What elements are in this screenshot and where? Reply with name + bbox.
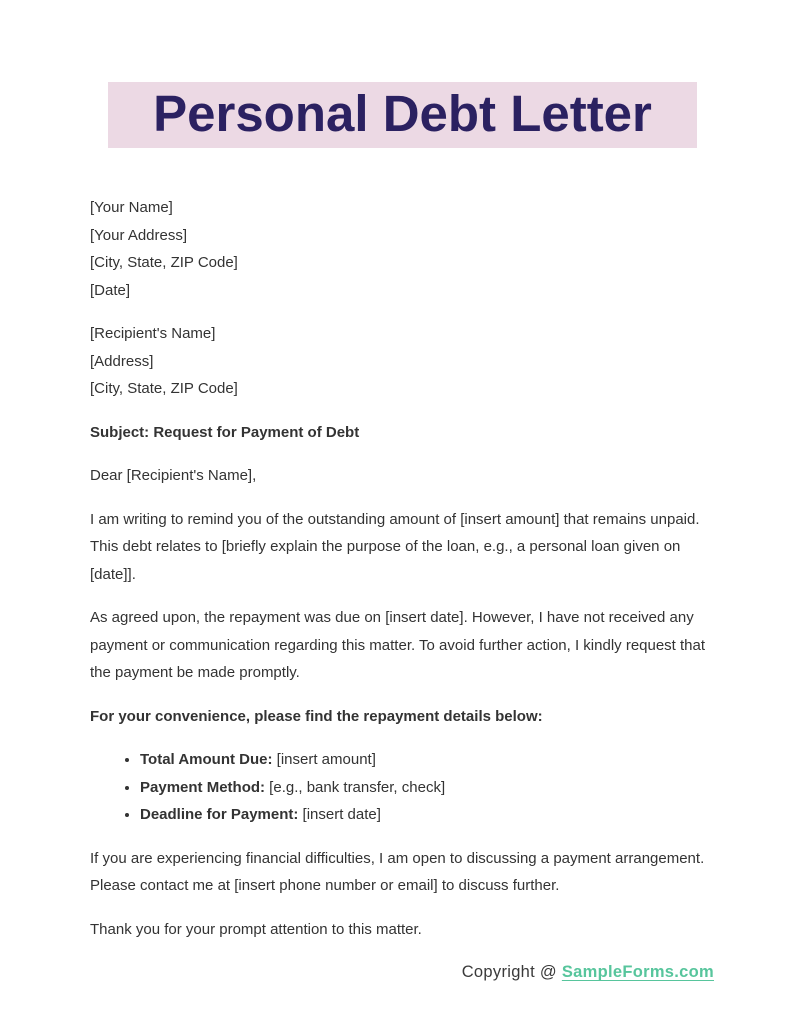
letter-date: [Date] <box>90 281 131 299</box>
paragraph-repayment-due: As agreed upon, the repayment was due on [insert date]. However, I have not received any payment or communication regarding this matter. To avoid further action, I kindly request that the payment be made promptly. <box>90 609 706 681</box>
detail-value: [e.g., bank transfer, check] <box>265 778 446 796</box>
sampleforms-link[interactable]: SampleForms.com <box>561 963 714 981</box>
sender-name: [Your Name] <box>90 199 173 216</box>
detail-value: [insert amount] <box>272 751 376 768</box>
recipient-address-block <box>90 320 714 403</box>
detail-label: Payment Method: <box>140 778 266 796</box>
subject-line: Subject: Request for Payment of Debt <box>90 423 360 441</box>
repayment-details-list <box>90 746 714 829</box>
recipient-city-state-zip: [City, State, ZIP Code] <box>90 380 238 397</box>
list-item-payment-method <box>140 774 714 802</box>
copyright-footer <box>90 959 714 987</box>
sender-address: [Your Address] <box>90 226 188 244</box>
copyright-text: Copyright @ <box>461 963 562 981</box>
detail-label: Deadline for Payment: <box>140 806 299 823</box>
salutation: Dear [Recipient's Name], <box>90 467 257 484</box>
sender-city-state-zip: [City, State, ZIP Code] <box>90 254 238 271</box>
list-item-total-amount-due <box>140 746 714 774</box>
detail-label: Total Amount Due: <box>140 751 273 768</box>
page-title: Personal Debt Letter <box>153 84 652 142</box>
paragraph-outstanding-amount: I am writing to remind you of the outstanding amount of [insert amount] that remains unpaid. This debt relates to [briefly explain the purpose of the loan, e.g., a personal loan given on [date]]. <box>90 510 700 583</box>
recipient-address: [Address] <box>90 352 154 370</box>
paragraph-financial-difficulties: If you are experiencing financial difficulties, I am open to discussing a payment arrangement. Please contact me at [insert phone number or email] to discuss further. <box>90 849 705 894</box>
letter-body <box>90 194 714 987</box>
sender-address-block <box>90 194 714 304</box>
repayment-details-heading: For your convenience, please find the repayment details below: <box>90 707 543 725</box>
closing-line: Thank you for your prompt attention to this matter. <box>90 920 422 938</box>
title-banner <box>108 82 697 148</box>
recipient-name: [Recipient's Name] <box>90 325 216 342</box>
list-item-deadline-for-payment <box>140 801 714 829</box>
detail-value: [insert date] <box>298 806 381 823</box>
